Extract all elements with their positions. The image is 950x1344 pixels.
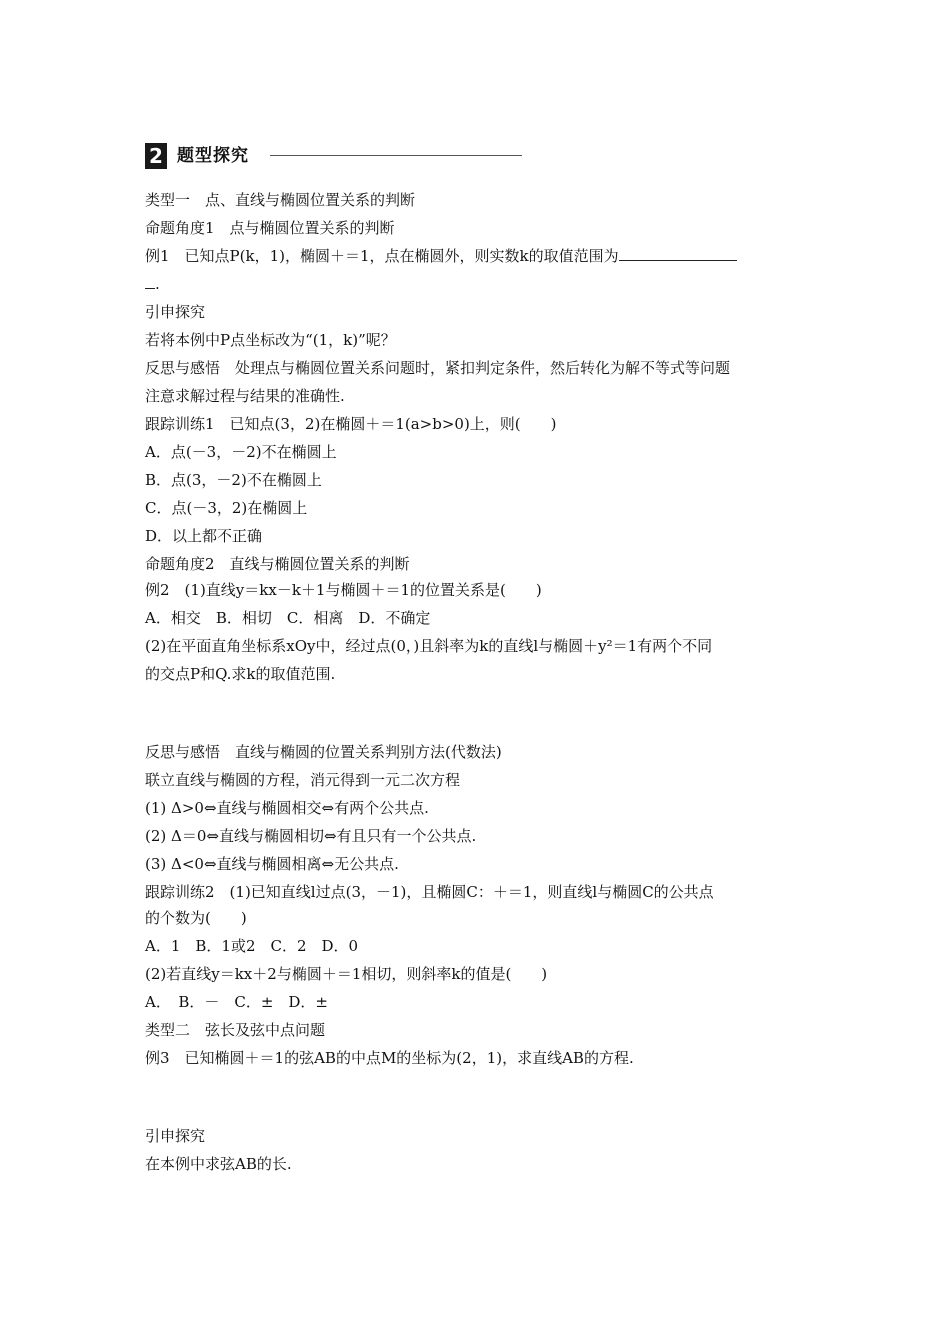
practice-2-line-1: 跟踪训练2 (1)已知直线l过点(3，－1)，且椭圆C：＋＝1，则直线l与椭圆C的公共点 [145,883,714,901]
extension-heading-2: 引申探究 [145,1127,206,1145]
angle-two-heading: 命题角度2 直线与椭圆位置关系的判断 [145,555,410,573]
example-2-part-2-line-1: (2)在平面直角坐标系xOy中，经过点(0，)且斜率为k的直线l与椭圆＋y²＝1有两个不同 [145,637,713,655]
example-2-part-1: 例2 (1)直线y＝kx－k＋1与椭圆＋＝1的位置关系是( ) [145,581,542,599]
practice-1-option-c: C．点(－3，2)在椭圆上 [145,499,308,517]
section-header [145,143,525,169]
type-two-heading: 类型二 弦长及弦中点问题 [145,1021,326,1039]
reflection-2-text: 联立直线与椭圆的方程，消元得到一元二次方程 [145,771,461,789]
example-1-text: 例1 已知点P(k，1)，椭圆＋＝1，点在椭圆外，则实数k的取值范围为 [145,247,619,265]
extension-text-1: 若将本例中P点坐标改为“(1，k)”呢？ [145,331,396,349]
answer-blank-cont [145,274,155,289]
reflection-2-case-2: (2) Δ＝0⇔直线与椭圆相切⇔有且只有一个公共点. [145,827,477,845]
example-1-end: . [155,275,160,293]
reflection-2-case-1: (1) Δ>0⇔直线与椭圆相交⇔有两个公共点. [145,799,429,817]
example-1 [145,246,737,266]
answer-blank [619,246,737,261]
practice-1: 跟踪训练1 已知点(3，2)在椭圆＋＝1(a>b>0)上，则( ) [145,415,557,433]
example-3: 例3 已知椭圆＋＝1的弦AB的中点M的坐标为(2，1)，求直线AB的方程. [145,1049,634,1067]
example-1-cont [145,274,160,294]
practice-1-option-a: A．点(－3，－2)不在椭圆上 [145,443,337,461]
reflection-2-case-3: (3) Δ<0⇔直线与椭圆相离⇔无公共点. [145,855,399,873]
section-number-badge: 2 [145,143,167,169]
reflection-1-line-2: 注意求解过程与结果的准确性. [145,387,345,405]
example-2-part-2-line-2: 的交点P和Q.求k的取值范围. [145,665,336,683]
section-title: 题型探究 [177,146,249,166]
reflection-2-heading: 反思与感悟 直线与椭圆的位置关系判别方法(代数法) [145,743,502,761]
example-2-options: A．相交 B．相切 C．相离 D．不确定 [145,609,431,627]
practice-2-options-2: A． B．－ C．± D．± [145,993,328,1011]
practice-2-part-2: (2)若直线y＝kx＋2与椭圆＋＝1相切，则斜率k的值是( ) [145,965,548,983]
reflection-1-line-1: 反思与感悟 处理点与椭圆位置关系问题时，紧扣判定条件，然后转化为解不等式等问题 [145,359,731,377]
practice-2-line-2: 的个数为( ) [145,909,247,927]
extension-heading-1: 引申探究 [145,303,206,321]
type-one-heading: 类型一 点、直线与椭圆位置关系的判断 [145,191,416,209]
section-divider [270,155,522,156]
practice-1-option-b: B．点(3，－2)不在椭圆上 [145,471,322,489]
practice-2-options-1: A．1 B．1或2 C．2 D．0 [145,937,359,955]
practice-1-option-d: D．以上都不正确 [145,527,263,545]
angle-one-heading: 命题角度1 点与椭圆位置关系的判断 [145,219,395,237]
extension-text-2: 在本例中求弦AB的长. [145,1155,292,1173]
